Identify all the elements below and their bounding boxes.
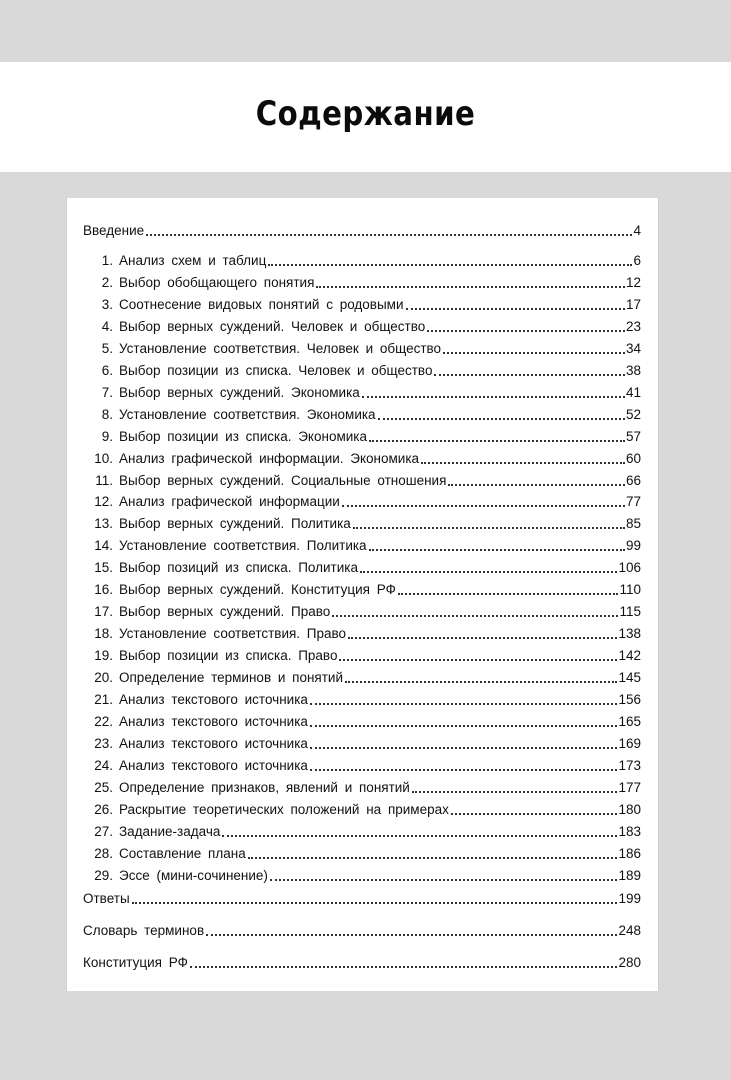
toc-entry-page: 110 (619, 582, 641, 598)
toc-entry-label: Раскрытие теоретических положений на примерах (119, 801, 449, 817)
toc-entry-number: 26. (94, 801, 113, 817)
toc-entry-number: 20. (94, 670, 113, 686)
toc-entry-label: Выбор верных суждений. Экономика (119, 384, 360, 400)
toc-entry-number: 29. (94, 867, 113, 883)
toc-entry-label: Соотнесение видовых понятий с родовыми (119, 296, 404, 312)
dot-leader (310, 703, 618, 705)
toc-entry-label: Определение терминов и понятий (119, 670, 344, 686)
toc-entry-page: 173 (618, 757, 641, 773)
toc-entry[interactable] (89, 687, 641, 709)
toc-entry-label: Анализ графической информации (119, 494, 340, 510)
toc-entry-page: 60 (625, 450, 641, 466)
toc-entry-page: 52 (625, 406, 641, 422)
dot-leader (132, 902, 618, 904)
toc-entry-page: 248 (618, 923, 641, 938)
toc-entry[interactable] (89, 665, 641, 687)
toc-entry-label: Анализ текстового источника (119, 757, 308, 773)
toc-entry-page: 183 (618, 823, 641, 839)
toc-entry[interactable] (89, 753, 641, 775)
toc-entry-label: Установление соответствия. Человек и общество (119, 340, 442, 356)
toc-entry[interactable] (89, 731, 641, 753)
toc-entry[interactable] (89, 424, 641, 446)
dot-leader (412, 791, 618, 793)
dot-leader (448, 484, 625, 486)
toc-entry-number: 19. (94, 648, 113, 664)
toc-entry-number: 17. (94, 604, 113, 620)
toc-entry-label: Выбор верных суждений. Социальные отношения (119, 472, 447, 488)
toc-entry-number: 28. (94, 845, 113, 861)
dot-leader (222, 835, 617, 837)
toc-entry-label: Выбор позиции из списка. Право (119, 648, 338, 664)
toc-entry-label: Выбор обобщающего понятия (119, 275, 315, 290)
toc-entry-number: 22. (94, 713, 113, 729)
dot-leader (421, 462, 625, 464)
dot-leader (451, 813, 618, 815)
toc-entry-label: Установление соответствия. Экономика (119, 406, 376, 422)
toc-entry[interactable] (89, 555, 641, 577)
toc-entry-label: Анализ графической информации. Экономика (119, 450, 420, 466)
toc-entry[interactable] (89, 577, 641, 599)
toc-entry-number: 24. (94, 757, 113, 773)
toc-entry-number: 12. (94, 494, 113, 510)
dot-leader (310, 769, 618, 771)
toc-entry-page: 156 (618, 692, 641, 707)
dot-leader (146, 234, 632, 236)
toc-entry-page: 145 (618, 670, 641, 686)
dot-leader (268, 264, 632, 266)
toc-entry[interactable] (89, 511, 641, 533)
dot-leader (339, 659, 617, 661)
toc-entry[interactable] (89, 841, 641, 863)
toc-entry-label: Определение признаков, явлений и понятий (119, 779, 410, 795)
toc-entry[interactable] (89, 489, 641, 511)
toc-entry-number: 15. (94, 560, 113, 576)
dot-leader (348, 637, 617, 639)
toc-entry-page: 180 (618, 801, 641, 817)
toc-entry-page: 138 (618, 626, 641, 642)
toc-entry-number: 1. (101, 253, 113, 268)
toc-entry[interactable] (89, 863, 641, 885)
toc-entry-page: 41 (625, 384, 641, 400)
dot-leader (369, 549, 625, 551)
toc-entry-label: Анализ текстового источника (119, 735, 308, 751)
toc-entry-page: 38 (625, 362, 641, 378)
toc-entry-label: Установление соответствия. Право (119, 626, 347, 642)
toc-entry-page: 177 (618, 779, 641, 795)
toc-entry-number: 7. (101, 384, 113, 400)
dot-leader (427, 330, 625, 332)
toc-entry-page: 77 (625, 494, 641, 510)
toc-entry-page: 115 (619, 604, 641, 620)
dot-leader (369, 440, 625, 442)
dot-leader (378, 418, 625, 420)
dot-leader (443, 352, 625, 354)
toc-entry-label: Выбор верных суждений. Конституция РФ (119, 582, 396, 598)
toc-entry-page: 142 (618, 648, 641, 664)
toc-entry-label: Анализ схем и таблиц (119, 253, 267, 268)
dot-leader (345, 681, 617, 683)
toc-entry-number: 5. (101, 340, 113, 356)
toc-entry-number: 2. (101, 275, 113, 290)
dot-leader (398, 593, 619, 595)
toc-entry-number: 4. (101, 318, 113, 334)
toc-entry-page: 199 (618, 891, 641, 906)
toc-entry-number: 16. (94, 582, 113, 598)
toc-entry-label: Конституция РФ (83, 955, 188, 970)
toc-entry-number: 18. (94, 626, 113, 642)
toc-entry[interactable] (89, 270, 641, 292)
dot-leader (360, 571, 617, 573)
toc-entry-page: 165 (618, 713, 641, 729)
toc-entry[interactable] (89, 358, 641, 380)
toc-entry-page: 186 (618, 845, 641, 861)
toc-entry-page: 17 (625, 296, 641, 312)
toc-entry-label: Выбор верных суждений. Человек и общество (119, 318, 426, 334)
dot-leader (270, 879, 618, 881)
toc-entry-label: Задание-задача (119, 823, 221, 839)
toc-entry[interactable] (89, 292, 641, 314)
toc-entry[interactable] (89, 380, 641, 402)
toc-entry[interactable] (89, 819, 641, 841)
toc-entry-label: Ответы (83, 891, 130, 906)
table-of-contents (66, 198, 659, 991)
toc-entry[interactable] (89, 709, 641, 731)
toc-entry-number: 6. (101, 362, 113, 378)
toc-entry-number: 10. (94, 450, 113, 466)
toc-entry-page: 189 (618, 867, 641, 883)
toc-entry[interactable] (89, 402, 641, 424)
dot-leader (362, 396, 625, 398)
toc-entry-intro[interactable] (83, 218, 641, 240)
dot-leader (434, 374, 625, 376)
toc-entry-label: Составление плана (119, 845, 246, 861)
toc-entry-label: Анализ текстового источника (119, 692, 308, 707)
toc-entry[interactable] (89, 599, 641, 621)
dot-leader (310, 725, 618, 727)
toc-entry-page: 280 (618, 955, 641, 970)
toc-entry[interactable] (89, 533, 641, 555)
toc-entry[interactable] (89, 468, 641, 490)
dot-leader (332, 615, 618, 617)
title-band (0, 62, 731, 172)
page-title: Содержание (255, 94, 476, 134)
toc-entry-number: 13. (94, 516, 113, 532)
toc-entry[interactable] (89, 248, 641, 270)
toc-entry-number: 25. (94, 779, 113, 795)
toc-entry[interactable] (89, 775, 641, 797)
toc-entry-label: Выбор позиций из списка. Политика (119, 560, 358, 576)
dot-leader (353, 527, 625, 529)
dot-leader (406, 308, 625, 310)
toc-entry-label: Выбор позиции из списка. Экономика (119, 428, 367, 444)
toc-entry[interactable] (89, 336, 641, 358)
toc-entry-page: 34 (625, 340, 641, 356)
toc-entry-page: 99 (625, 538, 641, 554)
toc-entry-number: 21. (94, 692, 113, 707)
toc-entry-constitution[interactable] (83, 950, 641, 972)
toc-entry-page: 66 (625, 472, 641, 488)
toc-entry-label: Анализ текстового источника (119, 713, 308, 729)
toc-entry-label: Введение (83, 223, 145, 238)
toc-entry[interactable] (89, 621, 641, 643)
toc-entry[interactable] (89, 446, 641, 468)
toc-entry-label: Установление соответствия. Политика (119, 538, 367, 554)
toc-entry-label: Эссе (мини-сочинение) (119, 867, 268, 883)
toc-entry-page: 6 (633, 253, 641, 268)
toc-entry[interactable] (89, 643, 641, 665)
dot-leader (342, 505, 625, 507)
toc-entry-number: 14. (94, 538, 113, 554)
toc-entry[interactable] (89, 797, 641, 819)
toc-entry-page: 4 (633, 223, 641, 238)
toc-entry-page: 57 (625, 428, 641, 444)
toc-entry-label: Словарь терминов (83, 923, 205, 938)
toc-entry-number: 8. (101, 406, 113, 422)
toc-entry[interactable] (89, 314, 641, 336)
toc-entry-number: 11. (95, 472, 113, 488)
dot-leader (190, 966, 618, 968)
dot-leader (310, 747, 618, 749)
toc-entry-number: 23. (94, 735, 113, 751)
toc-entry-glossary[interactable] (83, 918, 641, 940)
dot-leader (248, 857, 618, 859)
toc-entry-number: 27. (94, 823, 113, 839)
toc-entry-number: 3. (101, 296, 113, 312)
dot-leader (316, 286, 625, 288)
toc-entry-label: Выбор верных суждений. Политика (119, 516, 351, 532)
toc-entry-page: 23 (625, 318, 641, 334)
dot-leader (206, 934, 617, 936)
toc-entry-label: Выбор верных суждений. Право (119, 604, 331, 620)
toc-entry-page: 12 (625, 275, 641, 290)
toc-entry-answers[interactable] (83, 886, 641, 908)
toc-entry-label: Выбор позиции из списка. Человек и общество (119, 362, 433, 378)
toc-entry-number: 9. (101, 428, 113, 444)
toc-entry-page: 169 (618, 735, 641, 751)
toc-entry-page: 106 (618, 560, 641, 576)
toc-entry-page: 85 (625, 516, 641, 532)
